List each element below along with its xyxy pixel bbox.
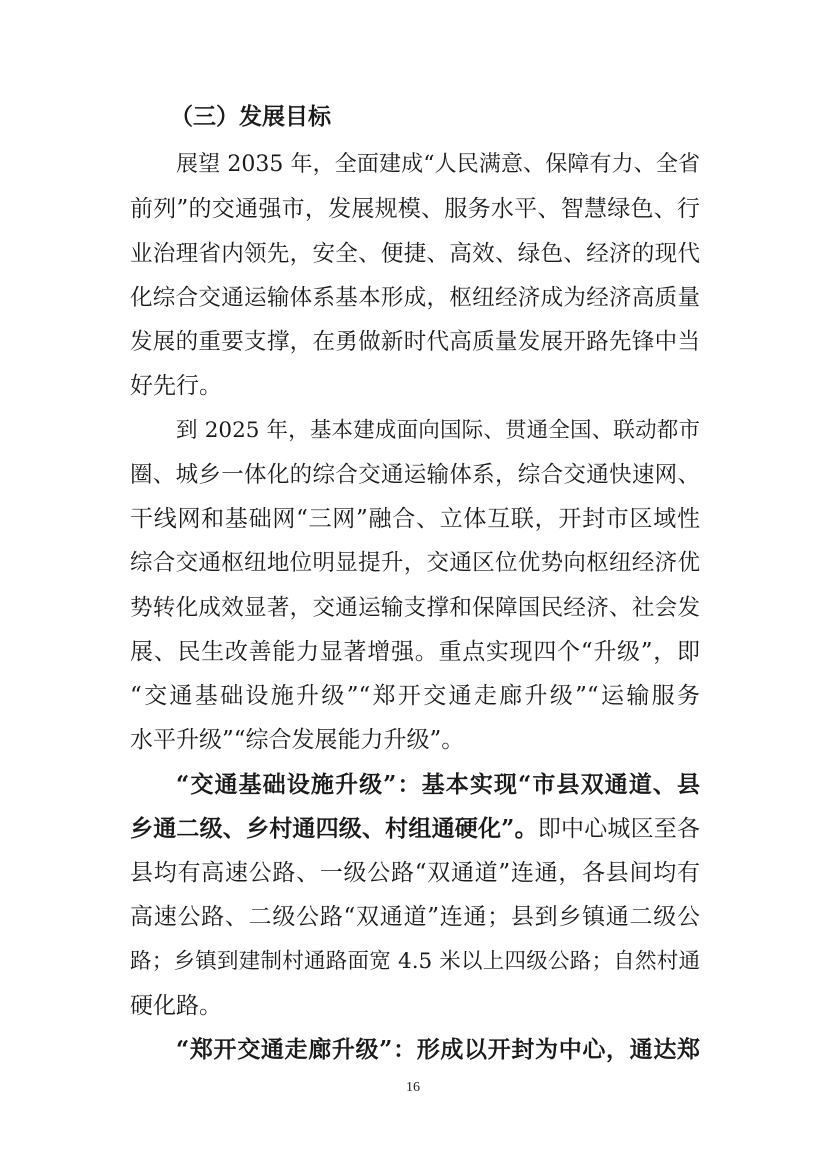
section-heading: （三）发展目标	[170, 103, 331, 130]
paragraph-2025-line-2: 圈、城乡一体化的综合交通运输体系，综合交通快速网、	[130, 462, 700, 488]
page-number: 16	[406, 1080, 420, 1095]
infrastructure-line-2-rest: 即中心城区至各	[537, 816, 701, 842]
paragraph-2025-line-5: 势转化成效显著，交通运输支撑和保障国民经济、社会发	[130, 595, 700, 621]
paragraph-2025-line-7: “交通基础设施升级”“郑开交通走廊升级”“运输服务	[130, 683, 700, 709]
infrastructure-bold-line-2: 乡通二级、乡村通四级、村组通硬化”。	[130, 815, 538, 842]
paragraph-2035-line-5: 发展的重要支撑，在勇做新时代高质量发展开路先锋中当	[130, 329, 700, 355]
paragraph-2035-line-2: 前列”的交通强市，发展规模、服务水平、智慧绿色、行	[130, 196, 700, 222]
infrastructure-line-5: 路；乡镇到建制村通路面宽 4.5 米以上四级公路；自然村通	[130, 949, 700, 974]
infrastructure-line-4: 高速公路、二级公路“双通道”连通；县到乡镇通二级公	[130, 904, 700, 930]
infrastructure-line-2	[130, 809, 700, 849]
paragraph-2025-line-8: 水平升级”“综合发展能力升级”。	[130, 727, 465, 753]
infrastructure-line-6: 硬化路。	[130, 993, 222, 1019]
paragraph-2025-line-4: 综合交通枢纽地位明显提升，交通区位优势向枢纽经济优	[130, 550, 700, 576]
paragraph-2025-line-1: 到 2025 年，基本建成面向国际、贯通全国、联动都市	[176, 418, 700, 443]
paragraph-2035-line-1: 展望 2035 年，全面建成“人民满意、保障有力、全省	[176, 152, 700, 177]
paragraph-2025-line-3: 干线网和基础网“三网”融合、立体互联，开封市区域性	[130, 506, 700, 532]
corridor-bold-line-1: “郑开交通走廊升级”：形成以开封为中心，通达郑	[176, 1036, 700, 1063]
paragraph-2035-line-3: 业治理省内领先，安全、便捷、高效、绿色、经济的现代	[130, 241, 700, 267]
paragraph-2025-line-6: 展、民生改善能力显著增强。重点实现四个“升级”，即	[130, 639, 700, 665]
paragraph-2035-line-4: 化综合交通运输体系基本形成，枢纽经济成为经济高质量	[130, 285, 700, 311]
paragraph-2035-line-6: 好先行。	[130, 373, 222, 399]
infrastructure-line-3: 县均有高速公路、一级公路“双通道”连通，各县间均有	[130, 860, 700, 886]
infrastructure-bold-line-1: “交通基础设施升级”：基本实现“市县双通道、县	[176, 771, 700, 798]
